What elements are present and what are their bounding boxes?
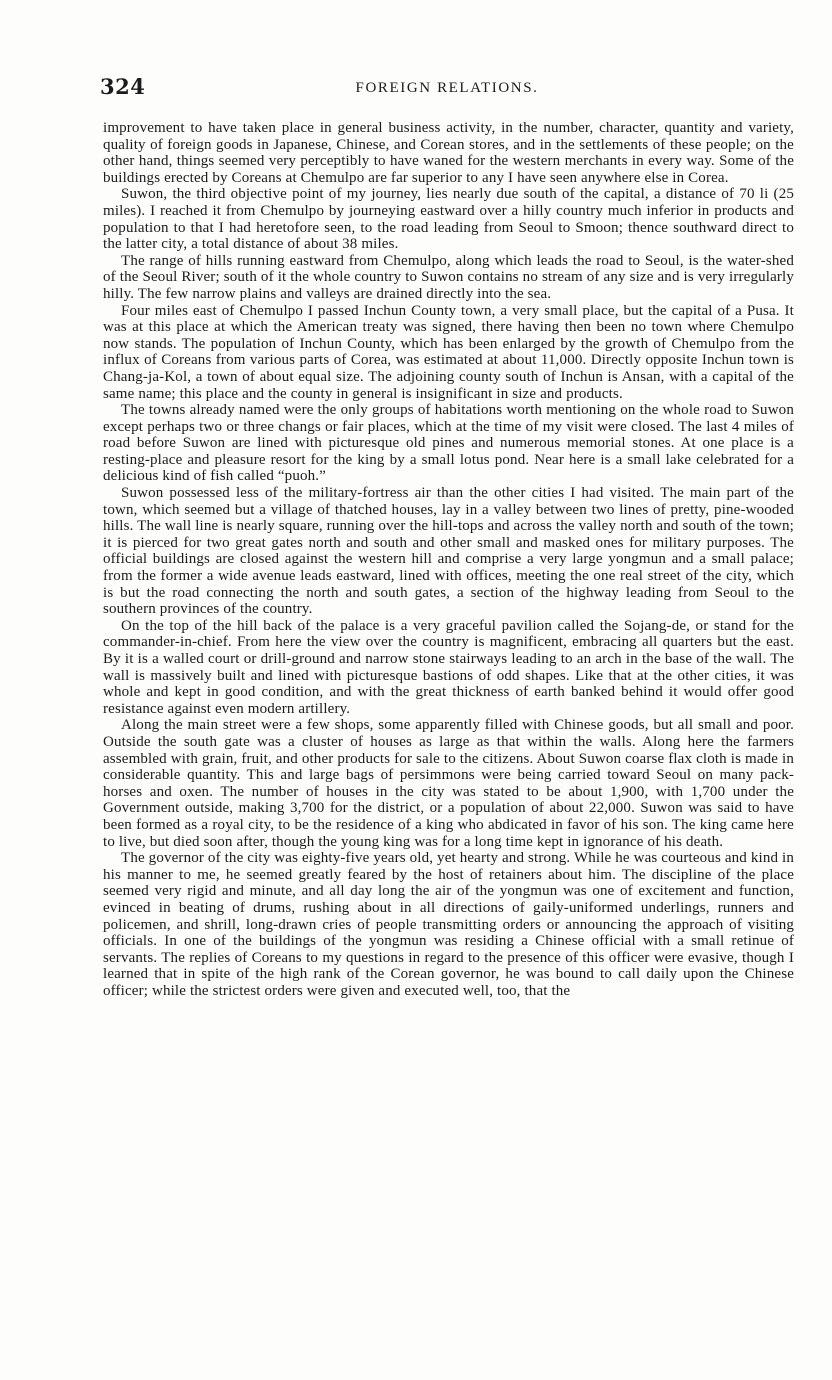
paragraph-towns-named: The towns already named were the only groups of habitations worth mentioning on the whole road to Suwon except perhaps two or three changs or fair places, which at the time of my visit were closed. The last 4 miles of road before Suwon are lined with picturesque old pines and numerous memorial stones. At one place is a resting-place and pleasure resort for the king by a small lotus pond. Near here is a small lake celebrated for a delicious kind of fish called “puoh.” [103,402,794,485]
page-number: 324 [100,74,146,99]
paragraph-suwon-fortress: Suwon possessed less of the military-fortress air than the other cities I had visited. The main part of the town, which seemed but a village of thatched houses, lay in a valley between two lines of pretty, pine-wooded hills. The wall line is nearly square, running over the hill-tops and across the valley north and south of the town; it is pierced for two great gates north and south and other small and masked ones for military purposes. The official buildings are closed against the western hill and comprise a very large yongmun and a small palace; from the former a wide avenue leads eastward, lined with offices, meeting the one real street of the city, which is but the road connecting the north and south gates, a section of the highway leading from Seoul to the southern provinces of the country. [103,485,794,618]
paragraph-inchun-county: Four miles east of Chemulpo I passed Inchun County town, a very small place, but the capital of a Pusa. It was at this place at which the American treaty was signed, there having then been no town where Chemulpo now stands. The population of Inchun County, which has been enlarged by the growth of Chemulpo from the influx of Coreans from various parts of Corea, was estimated at about 11,000. Directly opposite Inchun town is Chang-ja-Kol, a town of about equal size. The adjoining county south of Inchun is Ansan, with a capital of the same name; this place and the county in general is insignificant in size and products. [103,302,794,402]
page-header [100,74,794,102]
paragraph-range-of-hills: The range of hills running eastward from Chemulpo, along which leads the road to Seoul, is the water-shed of the Seoul River; south of it the whole country to Suwon contains no stream of any size and is very irregularly hilly. The few narrow plains and valleys are drained directly into the sea. [103,252,794,302]
paragraph-suwon-location: Suwon, the third objective point of my journey, lies nearly due south of the capital, a distance of 70 li (25 miles). I reached it from Chemulpo by journeying eastward over a hilly country much inferior in products and population to that I had heretofore seen, to the road leading from Seoul to Smoon; thence southward direct to the latter city, a total distance of about 38 miles. [103,186,794,253]
paragraph-pavilion: On the top of the hill back of the palace is a very graceful pavilion called the Sojang-de, or stand for the commander-in-chief. From here the view over the country is magnificent, embracing all quarters but the east. By it is a walled court or drill-ground and narrow stone stairways leading to an arch in the base of the wall. The wall is massively built and lined with picturesque bastions of odd shapes. Like that at the other cities, it was whole and kept in good condition, and with the great thickness of earth banked behind it would offer good resistance against even modern artillery. [103,617,794,717]
running-head: FOREIGN RELATIONS. [355,80,539,96]
body-text [103,120,794,999]
paragraph-governor: The governor of the city was eighty-five years old, yet hearty and strong. While he was courteous and kind in his manner to me, he seemed greatly feared by the host of retainers about him. The discipline of the place seemed very rigid and minute, and all day long the air of the yongmun was one of excitement and function, evinced in beating of drums, rushing about in all directions of gaily-uniformed underlings, runners and policemen, and shrill, long-drawn cries of people transmitting orders or announcing the approach of visiting officials. In one of the buildings of the yongmun was residing a Chinese official with a small retinue of servants. The replies of Coreans to my questions in regard to the presence of this officer were evasive, though I learned that in spite of the high rank of the Corean governor, he was bound to call daily upon the Chinese officer; while the strictest orders were given and executed well, too, that the [103,850,794,999]
paragraph-main-street: Along the main street were a few shops, some apparently filled with Chinese goods, but all small and poor. Outside the south gate was a cluster of houses as large as that within the walls. Along here the farmers assembled with grain, fruit, and other products for sale to the citizens. About Suwon coarse flax cloth is made in considerable quantity. This and large bags of persimmons were being carried toward Seoul on many pack-horses and oxen. The number of houses in the city was stated to be about 1,900, with 1,700 under the Government outside, making 3,700 for the district, or a population of about 22,000. Suwon was said to have been formed as a royal city, to be the residence of a king who abdicated in favor of his son. The king came here to live, but died soon after, though the young king was for a long time kept in ignorance of his death. [103,717,794,850]
paragraph-continued: improvement to have taken place in general business activity, in the number, character, quantity and variety, quality of foreign goods in Japanese, Chinese, and Corean stores, and in the settlements of these people; on the other hand, things seemed very perceptibly to have waned for the western merchants in every way. Some of the buildings erected by Coreans at Chemulpo are far superior to any I have seen anywhere else in Corea. [103,120,794,186]
